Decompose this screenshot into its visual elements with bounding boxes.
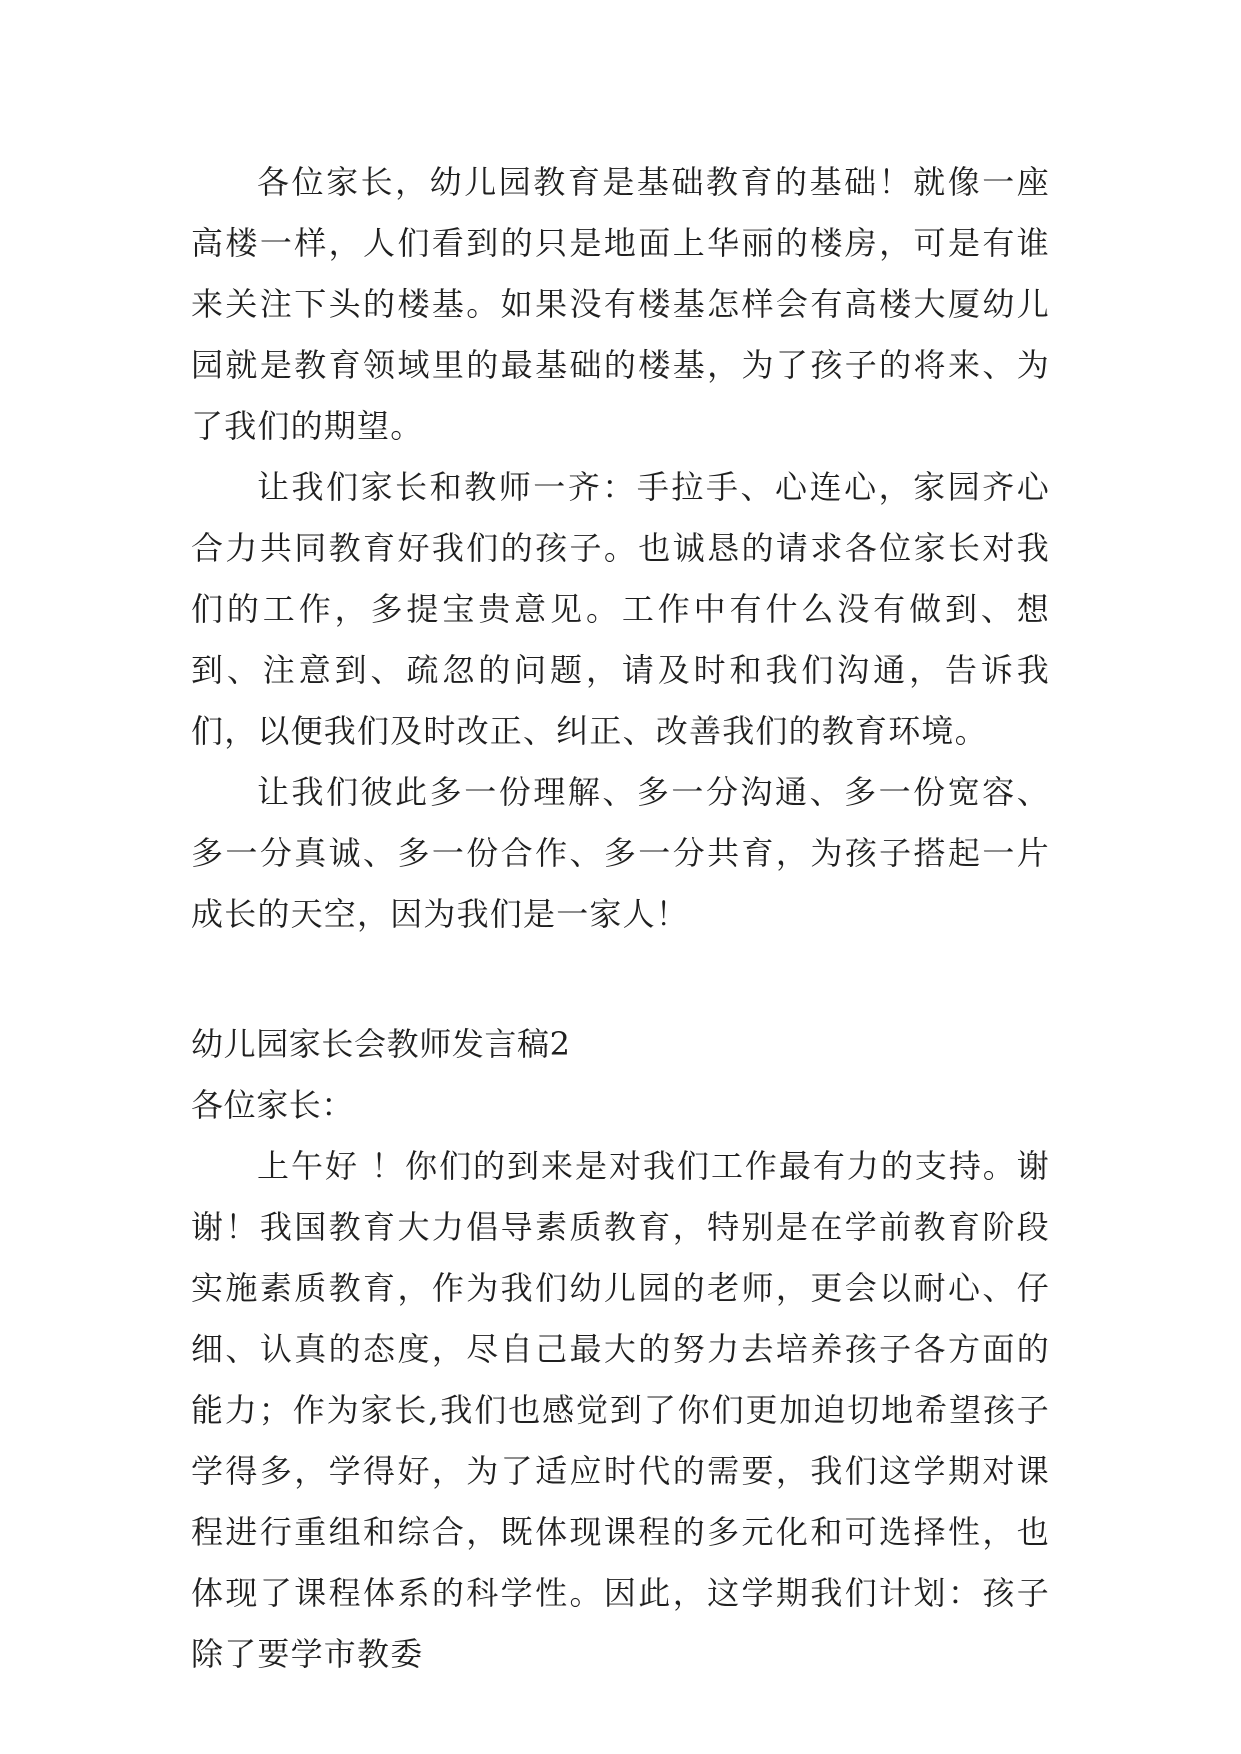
body-paragraph: 让我们彼此多一份理解、多一分沟通、多一份宽容、多一分真诚、多一份合作、多一分共育，为孩子搭起一片成长的天空，因为我们是一家人！	[191, 773, 1050, 933]
body-paragraph: 让我们家长和教师一齐：手拉手、心连心，家园齐心合力共同教育好我们的孩子。也诚恳的请求各位家长对我们的工作，多提宝贵意见。工作中有什么没有做到、想到、注意到、疏忽的问题，请及时和我们沟通，告诉我们，以便我们及时改正、纠正、改善我们的教育环境。	[191, 468, 1050, 750]
section-spacer	[191, 945, 1050, 1014]
body-paragraph: 各位家长，幼儿园教育是基础教育的基础！就像一座高楼一样，人们看到的只是地面上华丽的楼房，可是有谁来关注下头的楼基。如果没有楼基怎样会有高楼大厦幼儿园就是教育领域里的最基础的楼基，为了孩子的将来、为了我们的期望。	[191, 163, 1050, 445]
salutation: 各位家长：	[191, 1086, 355, 1124]
document-body	[191, 152, 1050, 1685]
section-title: 幼儿园家长会教师发言稿2	[191, 1025, 571, 1063]
body-paragraph: 上午好 ！你们的到来是对我们工作最有力的支持。谢谢！我国教育大力倡导素质教育，特别是在学前教育阶段实施素质教育，作为我们幼儿园的老师，更会以耐心、仔细、认真的态度，尽自己最大的努力去培养孩子各方面的能力；作为家长,我们也感觉到了你们更加迫切地希望孩子学得多，学得好，为了适应时代的需要，我们这学期对课程进行重组和综合，既体现课程的多元化和可选择性，也体现了课程体系的科学性。因此，这学期我们计划：孩子除了要学市教委	[191, 1147, 1050, 1673]
